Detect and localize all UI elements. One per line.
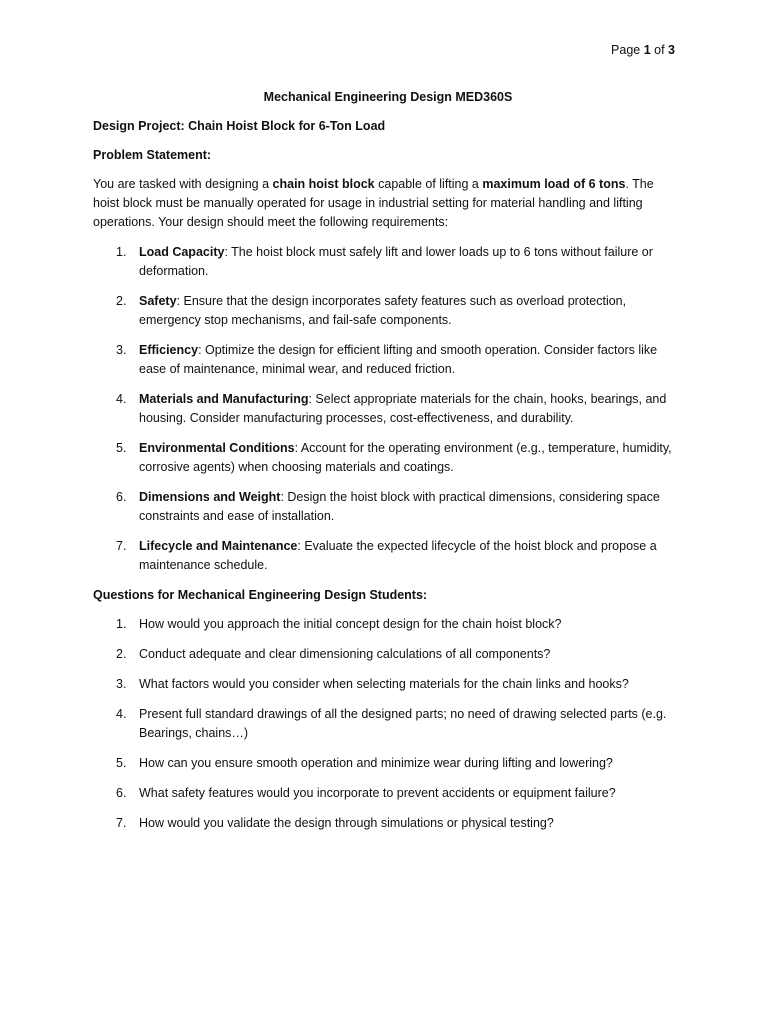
list-number: 3.: [116, 343, 127, 357]
intro-paragraph: [93, 175, 683, 232]
page-of: of: [650, 43, 669, 57]
list-item: [93, 439, 683, 477]
requirement-text: : Select appropriate materials for the chain, hooks, bearings, and housing. Consider manufacturing processes, cost-effectiveness, and durability.: [139, 392, 667, 425]
page-current: 1: [643, 43, 651, 57]
requirement-text: : Evaluate the expected lifecycle of the hoist block and propose a maintenance schedule.: [139, 539, 657, 572]
requirements-list: [93, 243, 683, 575]
question-text: Present full standard drawings of all the designed parts; no need of drawing selected parts (e.g. Bearings, chains…): [139, 707, 667, 740]
questions-list: [93, 615, 683, 833]
question-text: What factors would you consider when selecting materials for the chain links and hooks?: [139, 677, 629, 691]
list-number: 7.: [116, 816, 127, 830]
page-total: 3: [668, 43, 675, 57]
list-number: 3.: [116, 677, 127, 691]
list-item: [93, 537, 683, 575]
list-item: [93, 292, 683, 330]
list-number: 1.: [116, 617, 127, 631]
intro-bold-1: chain hoist block: [272, 177, 375, 191]
page-label: Page: [611, 43, 644, 57]
list-number: 7.: [116, 539, 127, 553]
list-number: 5.: [116, 756, 127, 770]
requirement-term: Load Capacity: [139, 245, 225, 259]
list-number: 6.: [116, 490, 127, 504]
list-number: 2.: [116, 294, 127, 308]
list-number: 5.: [116, 441, 127, 455]
list-number: 6.: [116, 786, 127, 800]
question-text: How would you validate the design through simulations or physical testing?: [139, 816, 554, 830]
requirement-term: Materials and Manufacturing: [139, 392, 309, 406]
intro-bold-2: maximum load of 6 tons: [482, 177, 626, 191]
questions-heading: Questions for Mechanical Engineering Design Students:: [93, 588, 428, 602]
question-text: How can you ensure smooth operation and minimize wear during lifting and lowering?: [139, 756, 613, 770]
problem-heading: Problem Statement:: [93, 148, 212, 162]
list-item: [93, 705, 683, 743]
list-item: [93, 341, 683, 379]
document-body: [93, 88, 683, 844]
requirement-text: : Optimize the design for efficient lifting and smooth operation. Consider factors like ease of maintenance, minimal wear, and reduced friction.: [139, 343, 658, 376]
list-item: [93, 675, 683, 694]
page-number: [611, 43, 675, 57]
requirement-term: Efficiency: [139, 343, 199, 357]
project-title: Design Project: Chain Hoist Block for 6-Ton Load: [93, 119, 386, 133]
list-number: 2.: [116, 647, 127, 661]
requirement-text: : Account for the operating environment (e.g., temperature, humidity, corrosive agents) when choosing materials and coatings.: [139, 441, 672, 474]
intro-text-3: . The hoist block must be manually operated for usage in industrial setting for material handling and lifting operations. Your design should meet the following requirements:: [93, 177, 654, 229]
list-number: 4.: [116, 392, 127, 406]
document-title: Mechanical Engineering Design MED360S: [263, 90, 513, 104]
requirement-term: Dimensions and Weight: [139, 490, 281, 504]
list-item: [93, 488, 683, 526]
requirement-text: : Ensure that the design incorporates safety features such as overload protection, emergency stop mechanisms, and fail-safe components.: [139, 294, 627, 327]
question-text: How would you approach the initial concept design for the chain hoist block?: [139, 617, 562, 631]
list-item: [93, 615, 683, 634]
list-item: [93, 645, 683, 664]
list-item: [93, 243, 683, 281]
requirement-text: : The hoist block must safely lift and lower loads up to 6 tons without failure or deformation.: [139, 245, 653, 278]
question-text: What safety features would you incorporate to prevent accidents or equipment failure?: [139, 786, 616, 800]
list-item: [93, 390, 683, 428]
requirement-term: Lifecycle and Maintenance: [139, 539, 298, 553]
intro-text-1: You are tasked with designing a: [93, 177, 273, 191]
question-text: Conduct adequate and clear dimensioning calculations of all components?: [139, 647, 551, 661]
list-item: [93, 784, 683, 803]
requirement-term: Safety: [139, 294, 177, 308]
requirement-term: Environmental Conditions: [139, 441, 295, 455]
intro-text-2: capable of lifting a: [374, 177, 483, 191]
list-item: [93, 754, 683, 773]
list-number: 1.: [116, 245, 127, 259]
list-number: 4.: [116, 707, 127, 721]
list-item: [93, 814, 683, 833]
requirement-text: : Design the hoist block with practical dimensions, considering space constraints and ease of installation.: [139, 490, 660, 523]
